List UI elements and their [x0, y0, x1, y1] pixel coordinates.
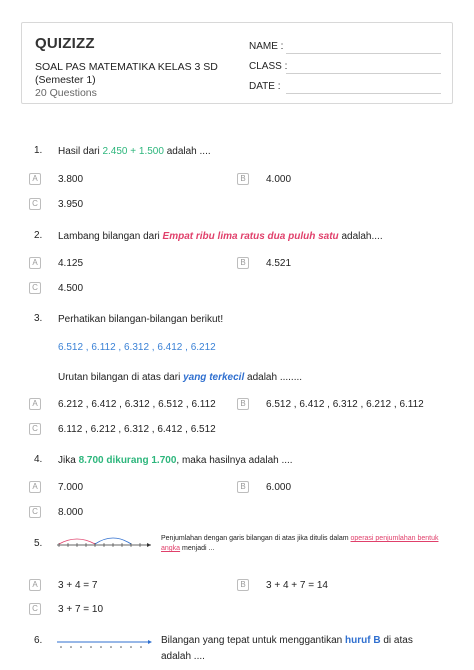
number-line-ticks	[60, 646, 142, 648]
number-line-figure	[55, 638, 155, 652]
question-text-part: menjadi ...	[180, 545, 215, 552]
question-text	[161, 634, 451, 647]
question-count: 20 Questions	[35, 87, 97, 99]
option-letter-box[interactable]: A	[29, 173, 41, 185]
question-text-part: Lambang bilangan dari	[58, 231, 163, 242]
question-text	[58, 454, 293, 467]
class-field[interactable]	[249, 61, 441, 75]
option-text[interactable]: 6.000	[266, 482, 292, 493]
name-label: NAME :	[249, 41, 284, 52]
question-text-part: Bilangan yang tepat untuk menggantikan	[161, 635, 346, 646]
option-letter-box[interactable]: C	[29, 282, 41, 294]
question-number: 5.	[34, 538, 43, 549]
number-sequence: 6.512 , 6.112 , 6.312 , 6.412 , 6.212	[58, 342, 216, 353]
option-text[interactable]: 4.500	[58, 283, 84, 294]
question-number: 6.	[34, 635, 43, 646]
question-text-part: adalah....	[338, 231, 383, 242]
question-highlight: 2.450 + 1.500	[102, 146, 164, 157]
option-text[interactable]: 3 + 4 + 7 = 14	[266, 580, 328, 591]
name-line[interactable]	[286, 53, 441, 54]
option-letter-box[interactable]: A	[29, 257, 41, 269]
question-text	[58, 371, 302, 384]
question-text-part: Urutan bilangan di atas dari	[58, 372, 184, 383]
question-text	[58, 145, 211, 158]
question-text-part: Penjumlahan dengan garis bilangan di atas jika ditulis dalam	[161, 535, 351, 542]
option-letter-box[interactable]: A	[29, 579, 41, 591]
worksheet-title: SOAL PAS MATEMATIKA KELAS 3 SD (Semester 1)	[35, 61, 218, 86]
arrow-head	[148, 640, 152, 644]
question-text	[161, 534, 441, 554]
question-highlight: huruf B	[345, 635, 381, 646]
class-line[interactable]	[286, 73, 441, 74]
question-highlight: 8.700 dikurang 1.700	[78, 455, 177, 466]
question-highlight: operasi penjumlahan bentuk angka	[161, 535, 439, 552]
option-letter-box[interactable]: A	[29, 398, 41, 410]
option-text[interactable]: 7.000	[58, 482, 84, 493]
date-field[interactable]	[249, 81, 441, 95]
quizizz-logo: QUIZIZZ	[35, 35, 95, 52]
question-number: 2.	[34, 230, 43, 241]
date-line[interactable]	[286, 93, 441, 94]
question-highlight: Empat ribu lima ratus dua puluh satu	[162, 231, 339, 242]
question-text-part: , maka hasilnya adalah ....	[176, 455, 293, 466]
question-number: 1.	[34, 145, 43, 156]
option-letter-box[interactable]: A	[29, 481, 41, 493]
question-number: 4.	[34, 454, 43, 465]
question-text-part: adalah ....	[163, 146, 211, 157]
option-text[interactable]: 3.950	[58, 199, 84, 210]
question-text-part: Jika	[58, 455, 79, 466]
option-letter-box[interactable]: B	[237, 173, 249, 185]
option-text[interactable]: 4.125	[58, 258, 84, 269]
number-line-figure	[55, 532, 155, 554]
option-letter-box[interactable]: B	[237, 481, 249, 493]
option-letter-box[interactable]: B	[237, 257, 249, 269]
option-text[interactable]: 8.000	[58, 507, 84, 518]
question-text-part: adalah ........	[244, 372, 303, 383]
class-label: CLASS :	[249, 61, 288, 72]
option-letter-box[interactable]: B	[237, 398, 249, 410]
question-intro: Perhatikan bilangan-bilangan berikut!	[58, 314, 224, 325]
option-text[interactable]: 6.112 , 6.212 , 6.312 , 6.412 , 6.512	[58, 424, 216, 435]
option-text[interactable]: 4.000	[266, 174, 292, 185]
option-letter-box[interactable]: B	[237, 579, 249, 591]
question-text	[58, 230, 383, 243]
option-text[interactable]: 3 + 7 = 10	[58, 604, 104, 615]
option-text[interactable]: 6.512 , 6.412 , 6.312 , 6.212 , 6.112	[266, 399, 424, 410]
option-text[interactable]: 6.212 , 6.412 , 6.312 , 6.512 , 6.112	[58, 399, 216, 410]
option-letter-box[interactable]: C	[29, 423, 41, 435]
option-text[interactable]: 4.521	[266, 258, 292, 269]
date-label: DATE :	[249, 81, 281, 92]
option-text[interactable]: 3.800	[58, 174, 84, 185]
question-number: 3.	[34, 313, 43, 324]
question-text-part: di atas	[380, 635, 413, 646]
question-text-continued: adalah ....	[161, 651, 205, 662]
option-letter-box[interactable]: C	[29, 198, 41, 210]
option-text[interactable]: 3 + 4 = 7	[58, 580, 98, 591]
worksheet-header	[21, 22, 453, 104]
option-letter-box[interactable]: C	[29, 506, 41, 518]
arrow-head	[147, 543, 151, 547]
question-text-part: Hasil dari	[58, 146, 103, 157]
question-highlight: yang terkecil	[183, 372, 245, 383]
name-field[interactable]	[249, 41, 441, 55]
option-letter-box[interactable]: C	[29, 603, 41, 615]
